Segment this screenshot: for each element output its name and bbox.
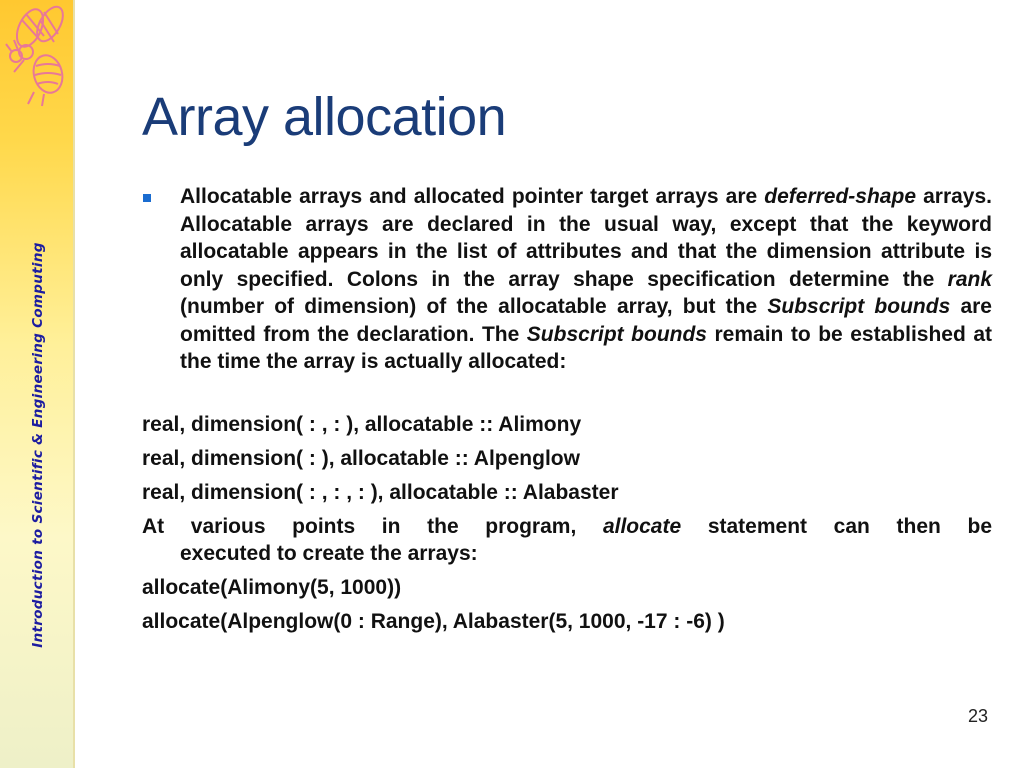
statement-line (142, 513, 992, 541)
bullet-text-1: Allocatable arrays and allocated pointer target arrays are (180, 185, 765, 208)
allocate-line-2: allocate(Alpenglow(0 : Range), Alabaster(5, 1000, -17 : -6) ) (142, 610, 725, 633)
bullet-emphasis-subscript-bounds-2: Subscript bounds (526, 322, 707, 346)
bullet-text-2: arrays. Allocatable arrays are declared in the usual way, except that the keyword allocatable appears in the list of attributes and that the dimension attribute is only specified. Colons in the array shape specification determine the (180, 185, 992, 291)
statement-continuation: executed to create the arrays: (180, 542, 478, 565)
bullet-emphasis-subscript-bounds-1: Subscript bounds (767, 295, 951, 318)
code-line-alimony: real, dimension( : , : ), allocatable :: Alimony (142, 413, 582, 436)
slide-title: Array allocation (142, 87, 507, 147)
bullet-square-icon (143, 194, 151, 202)
bullet-emphasis-deferred-shape: deferred-shape (764, 185, 916, 208)
allocate-line-1: allocate(Alimony(5, 1000)) (142, 576, 402, 599)
bullet-text-3: (number of dimension) of the allocatable array, but the (180, 295, 768, 318)
bullet-text-4: are omitted from the declaration. The (180, 295, 992, 346)
statement-text-1: At various points in the program, (142, 515, 603, 538)
sidebar (0, 0, 75, 768)
code-line-alpenglow: real, dimension( : ), allocatable :: Alpenglow (142, 447, 580, 470)
statement-emphasis-allocate: allocate (602, 515, 682, 538)
statement-text-2: statement can then be (681, 515, 993, 538)
page-number: 23 (967, 706, 988, 726)
sidebar-caption: Introduction to Scientific & Engineering Computing (30, 242, 46, 648)
sidebar-edge (73, 0, 75, 768)
code-line-alabaster: real, dimension( : , : , : ), allocatable :: Alabaster (142, 481, 619, 504)
bullet-emphasis-rank: rank (947, 267, 992, 291)
bullet-text-5: remain to be established at the time the array is actually allocated: (180, 322, 992, 373)
bullet-paragraph (180, 183, 992, 376)
bee-logo-icon (0, 0, 75, 112)
